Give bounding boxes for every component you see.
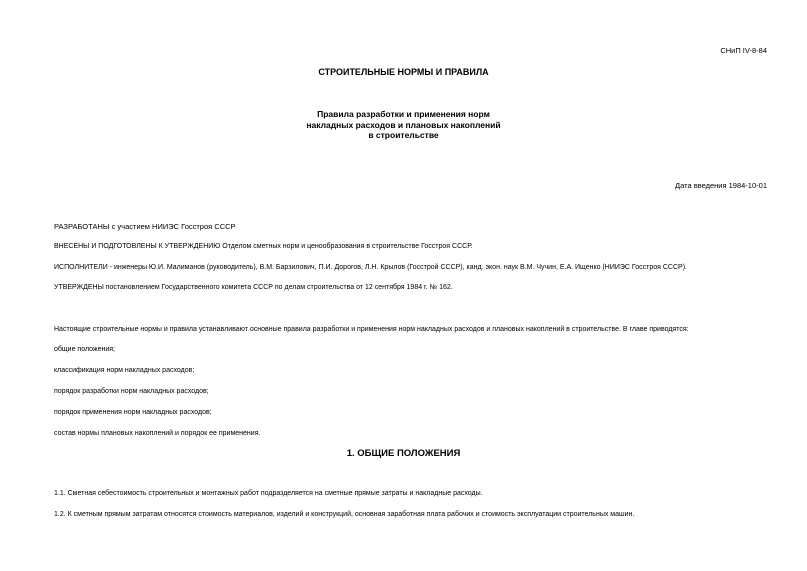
metadata-developed: РАЗРАБОТАНЫ с участием НИИЭС Госстроя СССР: [54, 222, 236, 231]
subtitle-line: в строительстве: [368, 130, 439, 140]
document-title: СТРОИТЕЛЬНЫЕ НОРМЫ И ПРАВИЛА: [318, 67, 489, 77]
subtitle-line: накладных расходов и плановых накоплений: [306, 119, 501, 130]
metadata-submitted: ВНЕСЕНЫ И ПОДГОТОВЛЕНЫ К УТВЕРЖДЕНИЮ Отделом сметных норм и ценообразования в строительстве Госстроя СССР.: [54, 243, 473, 250]
contents-item: порядок применения норм накладных расходов;: [54, 409, 212, 416]
contents-item: классификация норм накладных расходов;: [54, 367, 195, 374]
section-paragraph: 1.2. К сметным прямым затратам относятся стоимость материалов, изделий и конструкций, основная заработная плата рабочих и стоимость эксплуатации строительных машин.: [54, 511, 635, 518]
effective-date: Дата введения 1984-10-01: [675, 181, 767, 190]
metadata-authors: ИСПОЛНИТЕЛИ - инженеры Ю.И. Малиманов (руководитель), В.М. Барзилович, П.И. Дорогов, Л.Н. Крылов (Госстрой СССР), канд. экон. наук В.М. Чучин, Е.А. Ищенко (НИИЭС Госстроя СССР).: [54, 264, 687, 271]
contents-item: состав нормы плановых накоплений и порядок ее применения.: [54, 430, 261, 437]
section-heading: 1. ОБЩИЕ ПОЛОЖЕНИЯ: [346, 448, 461, 459]
subtitle-line: Правила разработки и применения норм: [317, 109, 490, 119]
contents-item: общие положения;: [54, 346, 116, 353]
contents-item: порядок разработки норм накладных расходов;: [54, 388, 209, 395]
section-paragraph: 1.1. Сметная себестоимость строительных и монтажных работ подразделяется на сметные прямые затраты и накладные расходы.: [54, 490, 483, 497]
document-subtitle: [0, 109, 807, 141]
metadata-approved: УТВЕРЖДЕНЫ постановлением Государственного комитета СССР по делам строительства от 12 сентября 1984 г. № 162.: [54, 284, 453, 291]
document-code: СНиП IV-8-84: [720, 46, 767, 55]
intro-paragraph: Настоящие строительные нормы и правила устанавливают основные правила разработки и применения норм накладных расходов и плановых накоплений в строительстве. В главе приводятся:: [54, 326, 689, 333]
